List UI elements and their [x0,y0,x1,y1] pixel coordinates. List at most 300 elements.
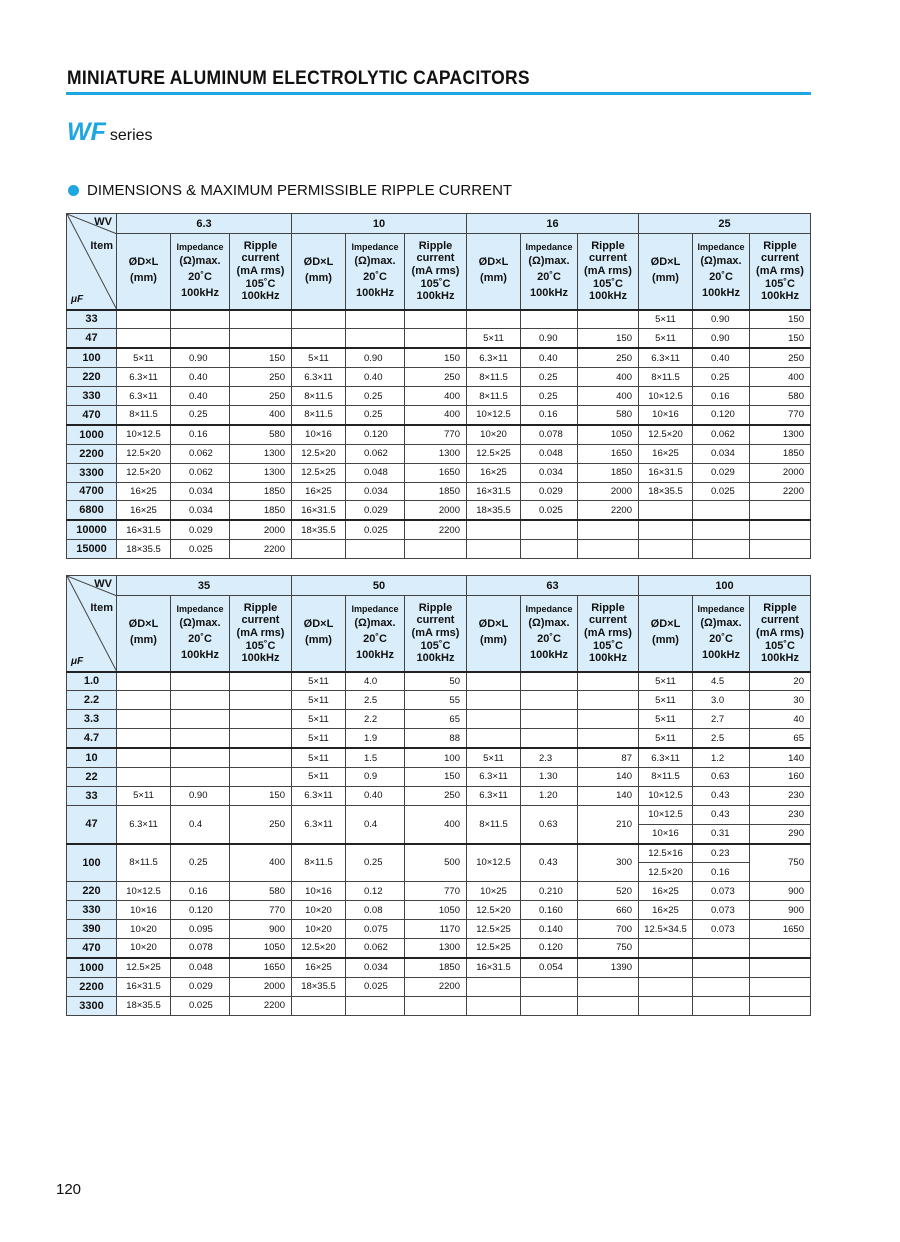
dimension-cell: 18×35.5 [117,996,171,1015]
table-row [67,540,811,559]
table-row [67,520,811,539]
dimension-cell: 10×16 [639,405,693,424]
impedance-cell: 4.0 [346,672,405,691]
dimension-cell: 6.3×11 [117,387,171,406]
dimension-cell: 10×25 [467,882,521,901]
dimension-cell [117,729,171,748]
dimension-cell: 16×25 [639,882,693,901]
impedance-cell: 0.25 [346,387,405,406]
impedance-cell: 1.20 [521,786,578,805]
dimension-cell: 12.5×20 [292,444,346,463]
impedance-header-line: 20˚C [363,632,387,645]
impedance-cell: 1.5 [346,748,405,767]
ripple-cell: 250 [405,786,467,805]
dimension-cell [639,540,693,559]
dimension-header-line: ØD×L [128,618,159,631]
impedance-cell: 0.90 [171,786,230,805]
ripple-cell: 400 [405,805,467,843]
ripple-cell: 700 [578,920,639,939]
impedance-cell: 0.12 [346,882,405,901]
ripple-cell: 580 [230,882,292,901]
dimension-cell [292,996,346,1015]
ripple-header-line: 105˚C [420,639,451,652]
impedance-cell: 0.16 [171,882,230,901]
impedance-cell: 0.025 [171,540,230,559]
impedance-cell [693,996,750,1015]
ripple-cell: 150 [405,767,467,786]
dimension-header [639,234,693,310]
table-row [67,463,811,482]
impedance-cell: 0.23 [693,844,750,863]
impedance-cell [521,310,578,329]
ripple-cell [750,958,811,977]
table-row [67,672,811,691]
dimension-cell: 12.5×20 [467,901,521,920]
dimension-cell: 10×20 [117,938,171,957]
dimension-cell: 12.5×25 [467,938,521,957]
ripple-cell [578,710,639,729]
table-row [67,844,811,863]
impedance-cell: 0.025 [521,501,578,520]
impedance-header-line: Impedance [525,603,573,614]
item-label: Item [90,602,113,614]
impedance-cell [693,938,750,957]
ripple-cell [578,540,639,559]
impedance-header-line: 100kHz [530,286,568,299]
capacitance-cell: 1000 [67,425,117,444]
table-row [67,425,811,444]
impedance-header-line: 20˚C [363,270,387,283]
impedance-header-line: (Ω)max. [528,616,570,629]
ripple-cell: 290 [750,824,811,843]
dimension-cell: 18×35.5 [292,520,346,539]
impedance-cell [171,767,230,786]
ripple-header-line: (mA rms) [236,264,285,277]
impedance-cell: 0.90 [693,329,750,348]
dimension-cell: 8×11.5 [292,405,346,424]
capacitance-cell: 3300 [67,463,117,482]
impedance-cell: 0.048 [171,958,230,977]
ripple-cell [578,729,639,748]
dimension-cell: 8×11.5 [467,805,521,843]
dimension-cell: 18×35.5 [639,482,693,501]
capacitance-cell: 220 [67,882,117,901]
dimension-cell [117,329,171,348]
table-row [67,786,811,805]
ripple-cell: 160 [750,767,811,786]
ripple-cell [750,501,811,520]
impedance-cell: 0.025 [693,482,750,501]
dimension-cell: 16×31.5 [117,977,171,996]
table-row [67,748,811,767]
ripple-cell: 580 [578,405,639,424]
dimension-cell [117,691,171,710]
ripple-cell: 500 [405,844,467,882]
impedance-cell: 0.16 [693,863,750,882]
ripple-cell: 1050 [578,425,639,444]
ripple-header-line: current [241,252,280,265]
impedance-cell: 1.9 [346,729,405,748]
dimension-cell: 5×11 [639,729,693,748]
dimension-cell: 18×35.5 [117,540,171,559]
dimension-cell: 6.3×11 [117,368,171,387]
impedance-header [521,234,578,310]
ripple-header-line: Ripple [418,601,453,614]
ripple-cell: 1850 [405,482,467,501]
dimension-cell: 5×11 [292,767,346,786]
uf-label: μF [71,655,84,667]
impedance-header-line: 100kHz [702,648,740,661]
ripple-header-line: 100kHz [761,652,799,665]
dimension-cell: 5×11 [292,672,346,691]
ripple-cell: 150 [230,348,292,367]
dimension-cell [639,520,693,539]
table-row [67,996,811,1015]
dimension-header [292,596,346,672]
dimension-cell: 8×11.5 [292,844,346,882]
impedance-cell: 0.25 [521,368,578,387]
ripple-cell [750,540,811,559]
dimension-cell: 10×20 [117,920,171,939]
impedance-cell [521,977,578,996]
table-row [67,444,811,463]
ripple-header-line: (mA rms) [756,264,804,277]
ripple-header-line: current [589,614,627,627]
impedance-cell: 0.40 [521,348,578,367]
ripple-header-line: (mA rms) [411,264,460,277]
ripple-cell: 230 [750,786,811,805]
wv-label: WV [94,216,112,228]
dimension-header [467,234,521,310]
impedance-cell: 0.062 [693,425,750,444]
dimension-cell [117,767,171,786]
impedance-cell: 0.120 [693,405,750,424]
impedance-cell: 0.048 [521,444,578,463]
capacitance-cell: 1000 [67,958,117,977]
ripple-cell: 2200 [405,977,467,996]
impedance-cell: 0.029 [521,482,578,501]
voltage-header: 50 [292,576,467,596]
dimension-cell: 5×11 [467,748,521,767]
impedance-cell: 0.048 [346,463,405,482]
ripple-header-line: 100kHz [589,652,627,665]
ripple-cell: 2000 [230,520,292,539]
dimension-header-line: (mm) [480,272,507,285]
impedance-cell [521,540,578,559]
capacitance-cell: 100 [67,844,117,882]
dimension-cell: 8×11.5 [467,368,521,387]
ripple-header-line: Ripple [763,601,797,614]
dimension-cell: 5×11 [639,672,693,691]
ripple-cell [405,310,467,329]
ripple-header-line: current [761,614,799,627]
impedance-cell [693,520,750,539]
impedance-cell: 0.029 [171,520,230,539]
item-label: Item [90,240,113,252]
ripple-header-line: 105˚C [593,277,623,290]
title-rule [66,92,811,95]
dimension-cell [292,329,346,348]
ripple-cell [230,710,292,729]
ripple-cell: 1300 [230,444,292,463]
ripple-header-line: Ripple [763,239,797,252]
table-row [67,482,811,501]
capacitance-cell: 47 [67,329,117,348]
impedance-cell [171,691,230,710]
ripple-cell: 250 [230,387,292,406]
dimension-cell [292,540,346,559]
dimension-cell: 16×25 [292,482,346,501]
impedance-cell: 0.075 [346,920,405,939]
impedance-cell: 0.16 [171,425,230,444]
dimension-cell: 16×31.5 [639,463,693,482]
ripple-header-line: current [589,252,627,265]
capacitance-cell: 470 [67,405,117,424]
ripple-cell: 900 [750,901,811,920]
ripple-cell: 140 [578,786,639,805]
ripple-cell: 400 [578,387,639,406]
impedance-header-line: 100kHz [356,648,394,661]
capacitance-cell: 4700 [67,482,117,501]
table-row [67,329,811,348]
impedance-cell: 0.034 [171,482,230,501]
dimension-cell: 6.3×11 [292,786,346,805]
ripple-cell: 400 [230,844,292,882]
impedance-cell: 0.034 [346,958,405,977]
ripple-cell [578,310,639,329]
dimension-cell: 10×12.5 [117,882,171,901]
dimension-cell [467,672,521,691]
impedance-cell: 0.90 [521,329,578,348]
impedance-header [693,234,750,310]
impedance-cell: 0.31 [693,824,750,843]
dimension-cell: 10×16 [117,901,171,920]
dimension-cell [639,938,693,957]
table-row [67,977,811,996]
ripple-cell [405,540,467,559]
dimension-cell: 16×25 [117,482,171,501]
ripple-header-line: 105˚C [765,639,795,652]
ripple-cell [405,329,467,348]
capacitance-cell: 470 [67,938,117,957]
dimension-cell: 6.3×11 [467,786,521,805]
voltage-header: 100 [639,576,811,596]
dimension-header-line: (mm) [652,634,679,647]
capacitance-cell: 2.2 [67,691,117,710]
impedance-cell: 0.062 [346,938,405,957]
dimension-cell: 5×11 [639,691,693,710]
ripple-cell: 210 [578,805,639,843]
ripple-cell [230,672,292,691]
table-row [67,938,811,957]
dimension-cell: 10×20 [292,901,346,920]
impedance-cell: 0.25 [346,405,405,424]
ripple-cell: 2000 [750,463,811,482]
ripple-cell: 100 [405,748,467,767]
ripple-cell: 1850 [750,444,811,463]
impedance-header-line: (Ω)max. [354,254,396,267]
impedance-header-line: 20˚C [537,270,561,283]
impedance-cell: 0.025 [346,977,405,996]
ripple-cell: 1300 [750,425,811,444]
impedance-cell: 0.034 [171,501,230,520]
dimension-cell: 18×35.5 [467,501,521,520]
table-row [67,767,811,786]
impedance-header-line: 100kHz [181,648,219,661]
ripple-header-line: 100kHz [241,290,280,303]
uf-label: μF [71,293,84,305]
dimension-cell: 10×12.5 [117,425,171,444]
dimension-cell: 8×11.5 [639,368,693,387]
dimension-cell: 8×11.5 [639,767,693,786]
impedance-cell: 0.25 [521,387,578,406]
voltage-header: 63 [467,576,639,596]
ripple-cell: 770 [750,405,811,424]
impedance-header [171,234,230,310]
impedance-cell: 0.43 [521,844,578,882]
dimension-cell: 16×25 [467,463,521,482]
ripple-header-line: 100kHz [761,290,799,303]
ripple-cell: 30 [750,691,811,710]
ripple-cell: 1050 [405,901,467,920]
table-row [67,310,811,329]
ripple-header-line: 105˚C [245,277,276,290]
ripple-cell: 1650 [578,444,639,463]
impedance-cell: 0.034 [521,463,578,482]
dimension-header-line: ØD×L [478,256,509,269]
impedance-cell: 0.25 [346,844,405,882]
impedance-header [521,596,578,672]
dimension-cell [639,996,693,1015]
impedance-cell [171,672,230,691]
capacitance-cell: 2200 [67,977,117,996]
ripple-header-line: 100kHz [589,290,627,303]
impedance-header-line: Impedance [697,241,745,252]
impedance-cell: 0.062 [346,444,405,463]
dimension-cell: 6.3×11 [117,805,171,843]
ripple-header [230,234,292,310]
ripple-header [405,596,467,672]
ripple-cell: 250 [750,348,811,367]
dimension-cell: 16×25 [639,901,693,920]
dimension-cell: 8×11.5 [292,387,346,406]
ripple-cell [578,691,639,710]
impedance-cell [693,958,750,977]
dimension-header-line: ØD×L [650,618,681,631]
impedance-header-line: (Ω)max. [700,616,742,629]
impedance-header-line: 100kHz [702,286,740,299]
dimension-header [117,596,171,672]
impedance-cell: 0.25 [693,368,750,387]
dimension-header-line: (mm) [305,272,332,285]
dimension-cell: 16×25 [292,958,346,977]
impedance-cell: 0.140 [521,920,578,939]
dimension-cell: 16×25 [117,501,171,520]
ripple-cell: 1650 [750,920,811,939]
impedance-cell: 0.073 [693,882,750,901]
dimension-cell: 10×12.5 [639,786,693,805]
ripple-cell: 660 [578,901,639,920]
table-row [67,691,811,710]
voltage-header: 25 [639,214,811,234]
dimension-cell: 12.5×20 [639,863,693,882]
ripple-cell: 750 [750,844,811,882]
impedance-cell: 0.4 [346,805,405,843]
ripple-header-line: 100kHz [416,290,455,303]
impedance-cell: 0.43 [693,786,750,805]
table-row [67,805,811,824]
dimension-cell: 12.5×25 [292,463,346,482]
impedance-cell [171,329,230,348]
ripple-cell [750,520,811,539]
table-row [67,920,811,939]
impedance-cell [171,729,230,748]
ripple-cell: 150 [578,329,639,348]
ripple-cell: 770 [405,425,467,444]
dimension-cell: 5×11 [292,729,346,748]
impedance-cell: 0.63 [521,805,578,843]
impedance-cell: 2.3 [521,748,578,767]
voltage-header: 16 [467,214,639,234]
impedance-header-line: 20˚C [188,632,212,645]
table-row [67,901,811,920]
dimension-cell: 10×12.5 [639,387,693,406]
series-code: WF [67,118,106,146]
impedance-cell: 2.7 [693,710,750,729]
dimension-header-line: (mm) [130,634,157,647]
ripple-cell [230,729,292,748]
bullet-icon [68,185,79,196]
impedance-cell: 0.062 [171,463,230,482]
ripple-cell: 2200 [405,520,467,539]
ripple-cell [230,748,292,767]
impedance-cell [521,691,578,710]
ripple-cell: 900 [230,920,292,939]
dimension-cell: 12.5×34.5 [639,920,693,939]
dimension-header [467,596,521,672]
dimension-header-line: (mm) [305,634,332,647]
ripple-header-line: 105˚C [420,277,451,290]
ripple-cell: 1300 [405,938,467,957]
voltage-header: 10 [292,214,467,234]
dimension-cell [467,710,521,729]
ripple-header [578,596,639,672]
series-heading [67,118,153,147]
dimension-cell: 6.3×11 [639,348,693,367]
impedance-cell: 0.160 [521,901,578,920]
dimension-cell: 10×16 [292,425,346,444]
impedance-cell: 0.16 [693,387,750,406]
dimension-cell: 12.5×20 [117,444,171,463]
ripple-header-line: Ripple [591,239,625,252]
impedance-cell: 0.40 [693,348,750,367]
impedance-header-line: (Ω)max. [528,254,570,267]
impedance-header-line: Impedance [525,241,573,252]
dimension-cell: 5×11 [292,748,346,767]
dimension-cell [467,520,521,539]
dimension-cell: 5×11 [117,348,171,367]
ripple-header [230,596,292,672]
impedance-header-line: (Ω)max. [179,254,221,267]
capacitance-cell: 22 [67,767,117,786]
capacitance-cell: 15000 [67,540,117,559]
impedance-cell: 2.5 [693,729,750,748]
impedance-header-line: Impedance [176,241,224,252]
dimension-cell: 10×16 [292,882,346,901]
corner-header-cell [67,214,117,310]
ripple-cell [578,520,639,539]
ripple-cell: 2200 [578,501,639,520]
